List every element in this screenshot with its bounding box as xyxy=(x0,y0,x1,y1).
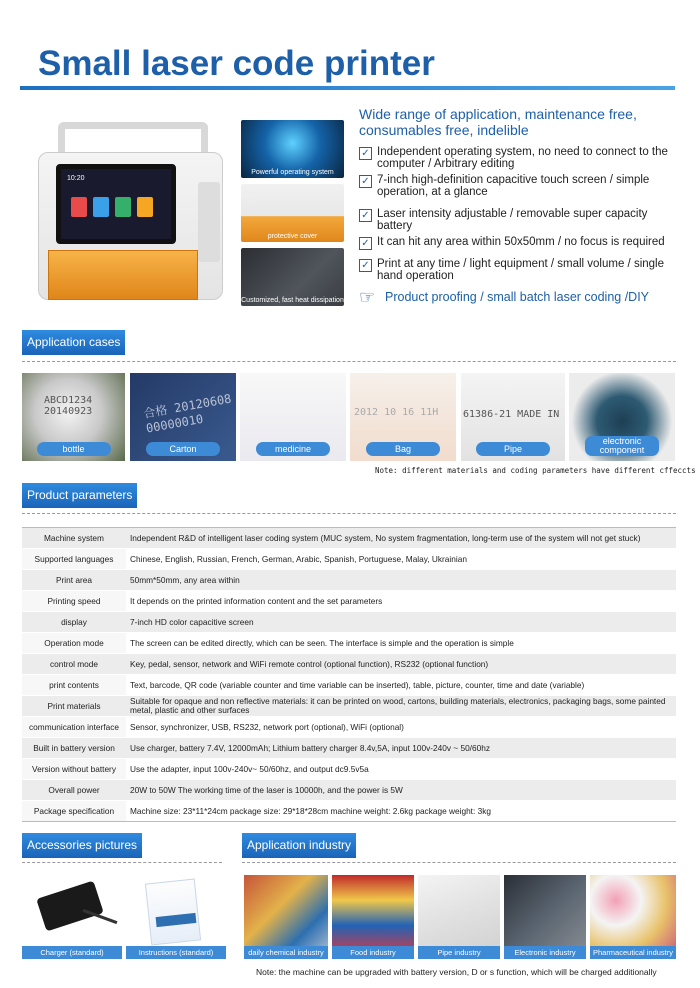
page-title: Small laser code printer xyxy=(38,44,435,83)
parameter-value: Independent R&D of intelligent laser coding system (MUC system, No system fragmentation, long-term use of the system will not get stuck) xyxy=(126,528,676,549)
industry-image-pipe xyxy=(418,875,500,959)
case-label: electronic component xyxy=(585,436,659,456)
parameter-row xyxy=(22,738,676,759)
case-image-bag xyxy=(350,373,456,461)
parameter-row xyxy=(22,780,676,801)
case-image-pipe xyxy=(461,373,565,461)
app-icon xyxy=(115,197,131,217)
parameter-name: Built in battery version xyxy=(22,738,126,759)
divider xyxy=(22,862,222,863)
features-headline: Wide range of application, maintenance free, consumables free, indelible xyxy=(359,106,637,138)
parameter-name: Printing speed xyxy=(22,591,126,612)
parameter-row xyxy=(22,570,676,591)
parameter-row xyxy=(22,528,676,549)
checkbox-icon: ✓ xyxy=(359,175,372,188)
parameter-name: Version without battery xyxy=(22,759,126,780)
feature-text: It can hit any area within 50x50mm / no focus is required xyxy=(377,236,665,248)
case-label: bottle xyxy=(37,442,111,456)
feature-text: Laser intensity adjustable / removable super capacity battery xyxy=(377,208,648,232)
parameter-value: It depends on the printed information content and the set parameters xyxy=(126,591,676,612)
parameter-value: Use charger, battery 7.4V, 12000mAh; Lithium battery charger 8.4v,5A, input 100v-240v ~ 50/60hz xyxy=(126,738,676,759)
case-image-medicine xyxy=(240,373,346,461)
case-image-electronic xyxy=(569,373,675,461)
parameter-name: Operation mode xyxy=(22,633,126,654)
screen-app-icons xyxy=(71,197,153,217)
industry-image-food xyxy=(332,875,414,959)
accessory-instructions-image xyxy=(126,875,226,959)
feature-image-caption: protective cover xyxy=(267,233,318,240)
proofing-line xyxy=(359,287,650,307)
parameter-value: 7-inch HD color capacitive screen xyxy=(126,612,676,633)
parameter-name: Supported languages xyxy=(22,549,126,570)
pointing-hand-icon: ☞ xyxy=(359,287,376,307)
divider xyxy=(22,361,676,362)
feature-image-caption: Customized, fast heat dissipation xyxy=(241,297,344,304)
app-icon xyxy=(137,197,153,217)
feature-item xyxy=(359,208,679,232)
parameter-row xyxy=(22,675,676,696)
industry-label: daily chemical industry xyxy=(244,946,328,959)
parameter-row xyxy=(22,612,676,633)
protective-cover xyxy=(48,250,198,300)
checkbox-icon: ✓ xyxy=(359,237,372,250)
industry-label: Pharmaceutical industry xyxy=(590,946,676,959)
parameter-value: Use the adapter, input 100v-240v~ 50/60hz, and output dc9.5v5a xyxy=(126,759,676,780)
divider xyxy=(22,513,676,514)
laser-printer-image xyxy=(38,122,228,307)
accessory-label: Charger (standard) xyxy=(22,946,122,959)
case-label: Carton xyxy=(146,442,220,456)
accessory-label: Instructions (standard) xyxy=(126,946,226,959)
case-label: medicine xyxy=(256,442,330,456)
feature-text: Independent operating system, no need to connect to the computer / Arbitrary editing xyxy=(377,146,668,170)
parameter-row xyxy=(22,717,676,738)
parameter-row xyxy=(22,591,676,612)
printed-code: ABCD1234 20140923 xyxy=(44,395,93,417)
case-image-bottle xyxy=(22,373,125,461)
section-header-application-cases: Application cases xyxy=(22,330,125,355)
parameter-value: 50mm*50mm, any area within xyxy=(126,570,676,591)
industry-label: Electronic industry xyxy=(504,946,586,959)
parameter-name: Print materials xyxy=(22,696,126,717)
industry-label: Food industry xyxy=(332,946,414,959)
section-header-product-parameters: Product parameters xyxy=(22,483,137,508)
parameter-row xyxy=(22,654,676,675)
case-label: Pipe xyxy=(476,442,550,456)
printed-code: 61386-21 MADE IN xyxy=(463,409,560,420)
parameter-value: Sensor, synchronizer, USB, RS232, network port (optional), WiFi (optional) xyxy=(126,717,676,738)
footer-note: Note: the machine can be upgraded with battery version, D or s function, which will be charged additionally xyxy=(256,967,657,977)
industry-label: Pipe industry xyxy=(418,946,500,959)
printed-code: 合格 20120608 00000010 xyxy=(142,391,233,436)
feature-image-heat xyxy=(241,248,344,306)
checkbox-icon: ✓ xyxy=(359,147,372,160)
parameter-row xyxy=(22,801,676,822)
manual-shape xyxy=(145,879,201,946)
printed-code: 2012 10 16 11H xyxy=(354,407,439,418)
parameters-table xyxy=(22,527,676,822)
feature-image-cover xyxy=(241,184,344,242)
parameter-name: control mode xyxy=(22,654,126,675)
parameter-value: Text, barcode, QR code (variable counter and time variable can be inserted), table, picture, counter, time and date (variable) xyxy=(126,675,676,696)
parameter-name: communication interface xyxy=(22,717,126,738)
parameter-name: Machine system xyxy=(22,528,126,549)
parameter-row xyxy=(22,759,676,780)
section-header-industry: Application industry xyxy=(242,833,356,858)
accessory-charger-image xyxy=(22,875,122,959)
industry-image-pharmaceutical xyxy=(590,875,676,959)
materials-note: Note: different materials and coding parameters have different cffeccts xyxy=(375,466,696,475)
app-icon xyxy=(93,197,109,217)
charger-shape xyxy=(36,881,104,932)
parameter-name: Print area xyxy=(22,570,126,591)
checkbox-icon: ✓ xyxy=(359,209,372,222)
parameter-value: Key, pedal, sensor, network and WiFi remote control (optional function), RS232 (optional function) xyxy=(126,654,676,675)
feature-item xyxy=(359,174,679,198)
parameter-name: display xyxy=(22,612,126,633)
section-header-accessories: Accessories pictures xyxy=(22,833,142,858)
parameter-row xyxy=(22,549,676,570)
industry-image-daily-chemical xyxy=(244,875,328,959)
touch-screen xyxy=(56,164,176,244)
feature-item xyxy=(359,146,679,170)
industry-image-electronic xyxy=(504,875,586,959)
divider xyxy=(242,862,676,863)
feature-image-caption: Powerful operating system xyxy=(251,169,334,176)
parameter-value: 20W to 50W The working time of the laser is 10000h, and the power is 5W xyxy=(126,780,676,801)
feature-item xyxy=(359,236,679,248)
side-panel xyxy=(198,182,220,262)
feature-image-os xyxy=(241,120,344,178)
parameter-name: Package specification xyxy=(22,801,126,822)
checkbox-icon: ✓ xyxy=(359,259,372,272)
parameter-row xyxy=(22,633,676,654)
proofing-text: Product proofing / small batch laser coding /DIY xyxy=(385,290,650,304)
case-image-carton xyxy=(130,373,236,461)
title-underline xyxy=(20,86,675,90)
screen-time: 10:20 xyxy=(67,175,85,182)
parameter-name: Overall power xyxy=(22,780,126,801)
parameter-value: Machine size: 23*11*24cm package size: 29*18*28cm machine weight: 2.6kg package weight: 3kg xyxy=(126,801,676,822)
feature-text: Print at any time / light equipment / small volume / single hand operation xyxy=(377,258,664,282)
parameter-row xyxy=(22,696,676,717)
parameter-value: The screen can be edited directly, which can be seen. The interface is simple and the operation is simple xyxy=(126,633,676,654)
feature-text: 7-inch high-definition capacitive touch screen / simple operation, at a glance xyxy=(377,174,650,198)
feature-item xyxy=(359,258,679,282)
case-label: Bag xyxy=(366,442,440,456)
parameter-name: print contents xyxy=(22,675,126,696)
app-icon xyxy=(71,197,87,217)
parameter-value: Suitable for opaque and non reflective materials: it can be printed on wood, cartons, building materials, electronics, packaging bags, some painted metal, plastic and other surfaces xyxy=(126,696,676,717)
parameter-value: Chinese, English, Russian, French, German, Arabic, Spanish, Portuguese, Malay, Ukrainian xyxy=(126,549,676,570)
